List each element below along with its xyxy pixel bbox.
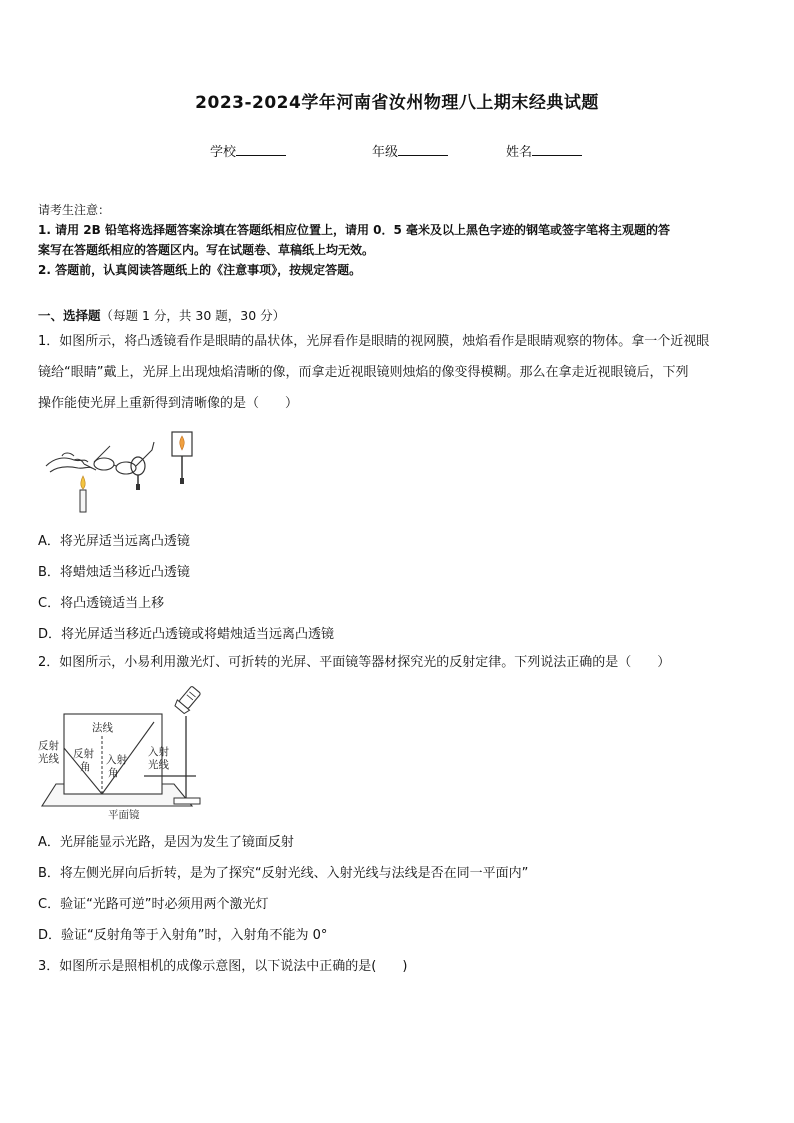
name-blank[interactable] [532,143,582,156]
q2-fig-reflected-ray-label-2: 光线 [38,753,59,765]
section-heading [38,306,285,324]
q2-fig-reflected-ray-label-1: 反射 [38,740,59,752]
grade-blank[interactable] [398,143,448,156]
q2-option-d[interactable]: D．验证“反射角等于入射角”时，入射角不能为 0° [38,928,328,943]
q2-fig-reflection-angle-label-1: 反射 [73,748,94,760]
grade-label: 年级 [372,145,399,160]
name-label: 姓名 [506,145,533,160]
q2-fig-incidence-angle-label-1: 入射 [106,754,127,766]
q1-line-2: 镜给“眼睛”戴上，光屏上出现烛焰清晰的像，而拿走近视眼镜则烛焰的像变得模糊。那么在拿走近视眼镜后，下列 [38,365,689,380]
q2-option-a[interactable]: A．光屏能显示光路，是因为发生了镜面反射 [38,835,294,850]
notice-item-1-line-1: 1. 请用 2B 铅笔将选择题答案涂填在答题纸相应位置上，请用 0．5 毫米及以上黑色字迹的钢笔或签字笔将主观题的答 [38,223,670,237]
notice-head: 请考生注意： [38,203,111,217]
q2-fig-incident-ray-label-1: 入射 [148,746,169,758]
notice-block [38,200,758,280]
page-title: 2023-2024学年河南省汝州物理八上期末经典试题 [195,93,599,113]
q1-line-1: 1．如图所示，将凸透镜看作是眼睛的晶状体，光屏看作是眼睛的视网膜，烛焰看作是眼睛观察的物体。拿一个近视眼 [38,334,710,349]
grade-field[interactable] [372,141,448,160]
section-title: 一、选择题 [38,308,101,323]
q1-line-3: 操作能使光屏上重新得到清晰像的是（ ） [38,396,299,411]
q1-option-a[interactable]: A．将光屏适当远离凸透镜 [38,534,190,549]
notice-item-1-line-2: 案写在答题纸相应的答题区内。写在试题卷、草稿纸上均无效。 [38,243,375,257]
q1-figure-lens-eye [40,428,210,518]
section-note: （每题 1 分，共 30 题，30 分） [100,308,286,323]
q2-fig-mirror-label: 平面镜 [108,809,140,821]
q2-option-b[interactable]: B．将左侧光屏向后折转，是为了探究“反射光线、入射光线与法线是否在同一平面内” [38,866,529,881]
question-2 [38,647,760,678]
q2-fig-reflection-angle-label-2: 角 [80,761,91,773]
q2-figure-reflection [36,682,206,822]
question-1 [38,326,760,419]
q2-fig-incidence-angle-label-2: 角 [108,767,119,779]
q1-option-d[interactable]: D．将光屏适当移近凸透镜或将蜡烛适当远离凸透镜 [38,627,335,642]
notice-item-2: 2. 答题前，认真阅读答题纸上的《注意事项》，按规定答题。 [38,263,362,277]
school-blank[interactable] [236,143,286,156]
q2-option-c[interactable]: C．验证“光路可逆”时必须用两个激光灯 [38,897,269,912]
q1-option-b[interactable]: B．将蜡烛适当移近凸透镜 [38,565,190,580]
school-label: 学校 [210,145,237,160]
q1-option-c[interactable]: C．将凸透镜适当上移 [38,596,165,611]
school-field[interactable] [210,141,286,160]
q2-line-1: 2．如图所示，小易利用激光灯、可折转的光屏、平面镜等器材探究光的反射定律。下列说法正确的是（ ） [38,655,671,670]
question-3: 3．如图所示是照相机的成像示意图，以下说法中正确的是( ) [38,959,408,974]
q2-fig-normal-label: 法线 [92,722,113,734]
q2-fig-incident-ray-label-2: 光线 [148,759,169,771]
name-field[interactable] [506,141,582,160]
